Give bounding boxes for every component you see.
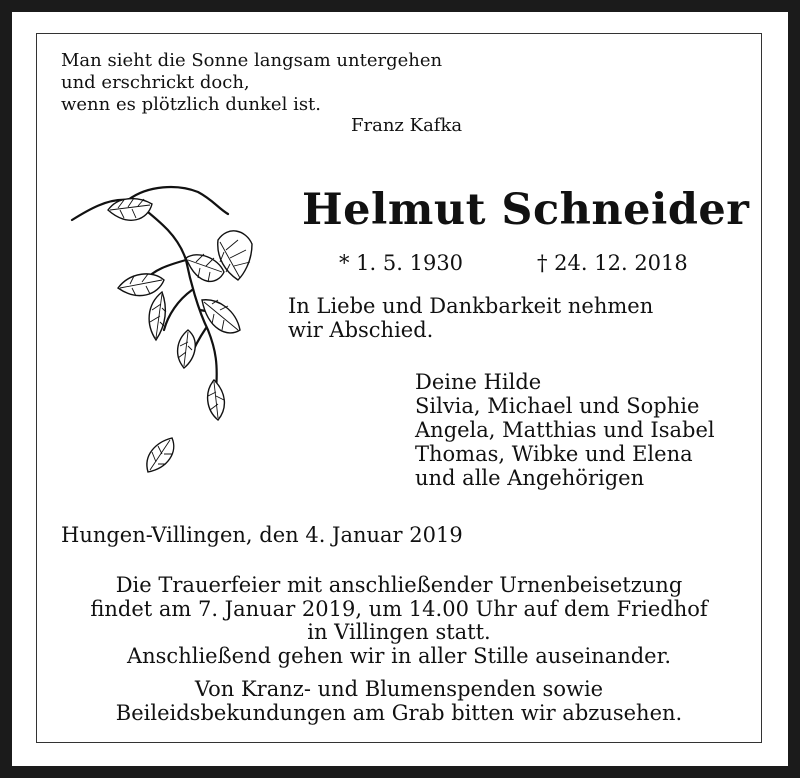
leaf — [149, 292, 165, 340]
quote — [61, 50, 442, 116]
farewell-line: wir Abschied. — [288, 318, 434, 342]
stem — [164, 290, 192, 330]
branch-illustration — [68, 180, 268, 490]
mourner-line: Angela, Matthias und Isabel — [415, 418, 715, 442]
ceremony-info — [61, 574, 737, 668]
mourner-line: Deine Hilde — [415, 370, 542, 394]
death-date: † 24. 12. 2018 — [537, 251, 688, 275]
farewell-line: In Liebe und Dankbarkeit nehmen — [288, 294, 654, 318]
request-line: Von Kranz- und Blumenspenden sowie — [194, 677, 604, 701]
mourner-line: Thomas, Wibke und Elena — [415, 442, 693, 466]
ceremony-line: findet am 7. Januar 2019, um 14.00 Uhr auf dem Friedhof — [90, 596, 708, 621]
place-and-date: Hungen-Villingen, den 4. Januar 2019 — [61, 523, 463, 547]
quote-line: und erschrickt doch, — [61, 72, 250, 93]
deceased-name: Helmut Schneider — [302, 185, 750, 235]
stem — [138, 204, 217, 390]
quote-line: wenn es plötzlich dunkel ist. — [61, 94, 322, 115]
farewell-text — [288, 294, 653, 342]
mourner-line: und alle Angehörigen — [415, 466, 645, 490]
birth-date: * 1. 5. 1930 — [339, 251, 464, 275]
quote-author: Franz Kafka — [351, 115, 463, 136]
ceremony-line: Anschließend gehen wir in aller Stille auseinander. — [126, 643, 672, 668]
condolence-request — [61, 678, 737, 725]
obituary-notice — [12, 12, 788, 766]
request-line: Beileidsbekundungen am Grab bitten wir abzusehen. — [115, 700, 683, 725]
ceremony-line: Die Trauerfeier mit anschließender Urnenbeisetzung — [115, 573, 683, 597]
mourners-list — [415, 370, 715, 490]
quote-line: Man sieht die Sonne langsam untergehen — [61, 50, 443, 71]
leaf — [118, 274, 164, 296]
mourner-line: Silvia, Michael und Sophie — [415, 394, 700, 418]
leaf — [186, 255, 224, 282]
ceremony-line: in Villingen statt. — [307, 620, 491, 644]
